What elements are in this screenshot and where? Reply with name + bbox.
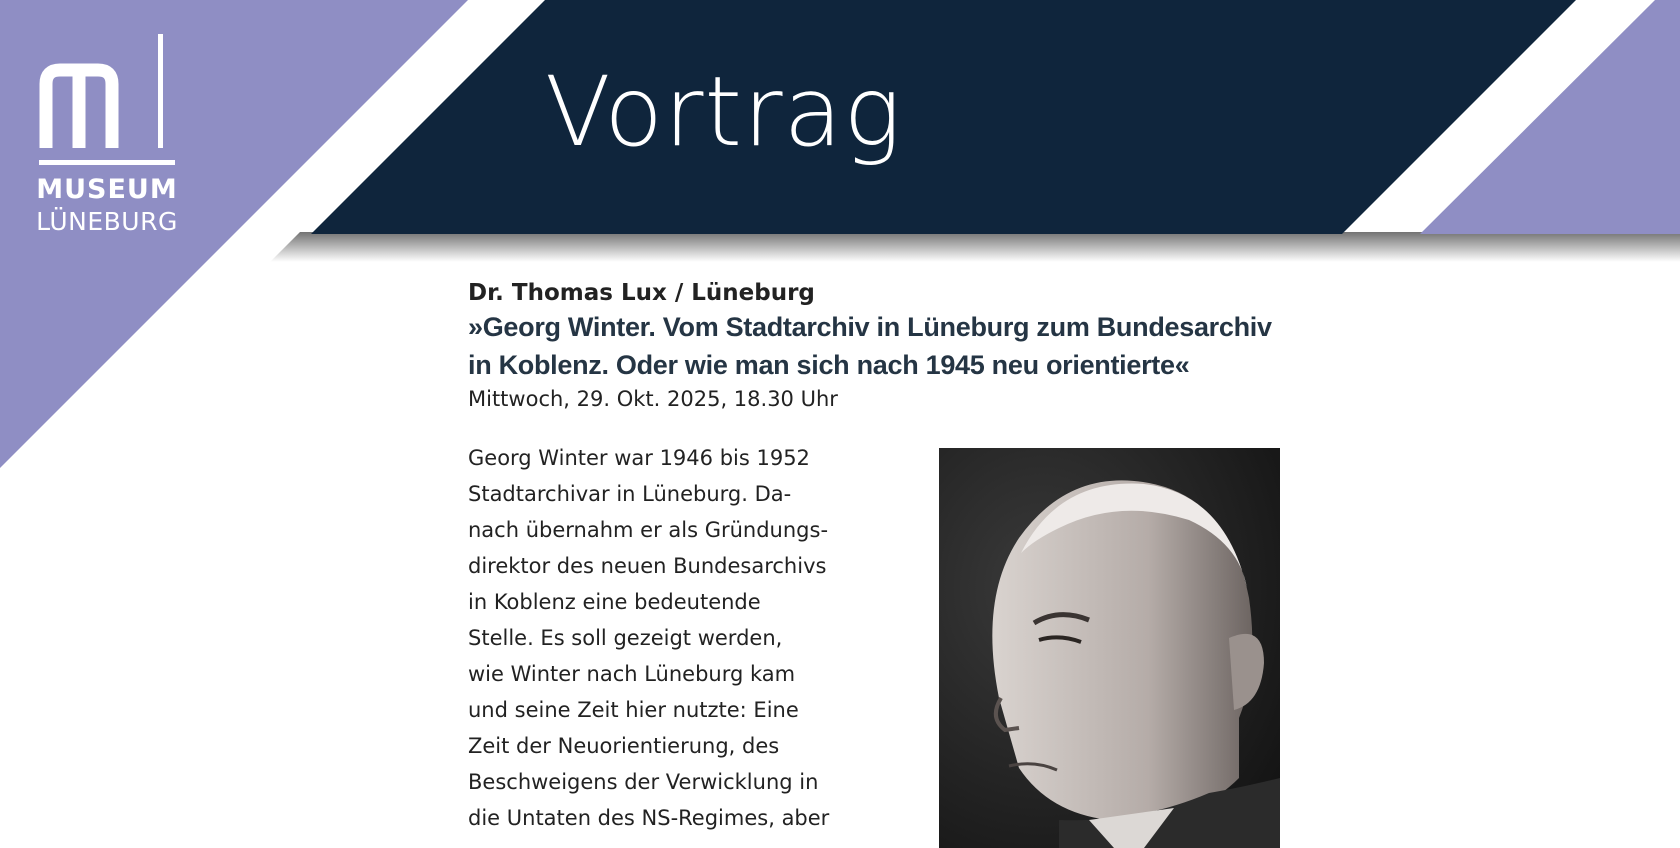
article-body-columns: [468, 440, 1293, 836]
logo-word-museum: MUSEUM: [36, 174, 178, 205]
newspaper-clipping: [468, 278, 1293, 836]
lecture-speaker: Dr. Thomas Lux / Lüneburg: [468, 280, 815, 306]
portrait-photo: [939, 448, 1280, 848]
logo-word-city: LÜNEBURG: [36, 207, 178, 236]
banner-navy-band: [311, 0, 1576, 234]
page-title: Vortrag: [545, 56, 902, 168]
lecture-date: Mittwoch, 29. Okt. 2025, 18.30 Uhr: [468, 387, 838, 411]
lecture-title: »Georg Winter. Vom Stadtarchiv in Lüneburg zum Bundesarchiv in Koblenz. Oder wie man sich nach 1945 neu orientierte«: [468, 312, 1272, 380]
banner-shadow: [270, 232, 1680, 262]
museum-logo: [36, 30, 178, 240]
article-body: Georg Winter war 1946 bis 1952 Stadtarchivar in Lüneburg. Da- nach übernahm er als Gründungs- direktor des neuen Bundesarchivs in Koblenz eine bedeutende Stelle. Es soll gezeigt werden, wie Winter nach Lüneburg kam und seine Zeit hier nutzte: Eine Zeit der Neuorientierung, des Beschweigens der Verwicklung in die Untaten des NS-Regimes, aber: [468, 446, 830, 830]
logo-mark-icon: [36, 30, 178, 170]
